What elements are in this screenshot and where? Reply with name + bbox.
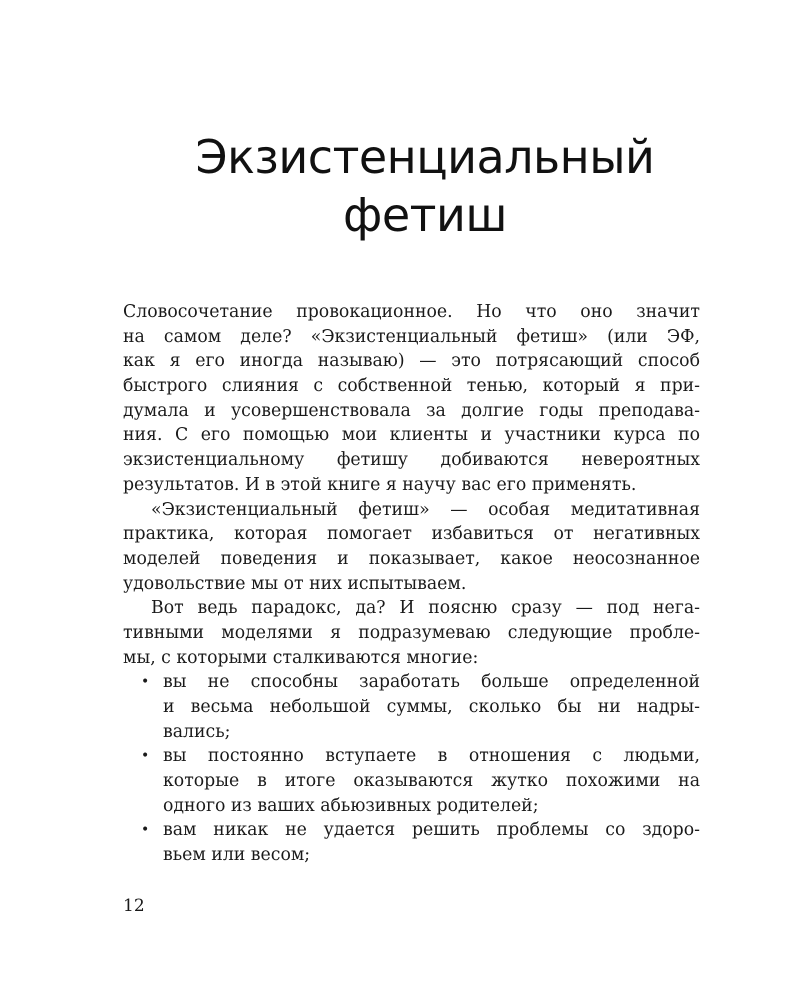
- text-line: Словосочетание провокационное. Но что оно значит: [123, 302, 700, 322]
- paragraph-2: [123, 498, 700, 597]
- text-line: на самом деле? «Экзистенциальный фетиш» (или ЭФ,: [123, 326, 700, 347]
- text-line: практика, которая помогает избавиться от негативных: [123, 524, 700, 545]
- text-line: вы не способны заработать больше определенной: [163, 672, 700, 693]
- text-line: ния. С его помощью мои клиенты и участники курса по: [123, 425, 700, 446]
- text-line: которые в итоге оказываются жутко похожими на: [163, 771, 700, 792]
- text-line: вы постоянно вступаете в отношения с людьми,: [163, 746, 700, 767]
- bullet-icon: •: [141, 748, 150, 765]
- text-line: одного из ваших абьюзивных родителей;: [163, 795, 539, 816]
- text-line: экзистенциальному фетишу добиваются невероятных: [123, 450, 700, 471]
- list-item: [123, 670, 700, 744]
- text-line: как я его иногда называю) — это потрясающий способ: [123, 351, 700, 372]
- paragraph-3: [123, 596, 700, 670]
- text-line: «Экзистенциальный фетиш» — особая медитативная: [151, 499, 700, 520]
- text-line: думала и усовершенствовала за долгие годы преподава-: [123, 400, 700, 421]
- chapter-title: [100, 128, 750, 244]
- text-line: Вот ведь парадокс, да? И поясню сразу — под нега-: [151, 598, 700, 619]
- bullet-icon: •: [141, 822, 150, 839]
- text-line: мы, с которыми сталкиваются многие:: [123, 647, 479, 668]
- list-item: [123, 744, 700, 818]
- text-line: вам никак не удается решить проблемы со здоро-: [163, 820, 700, 841]
- text-line: быстрого слияния с собственной тенью, который я при-: [123, 376, 700, 397]
- text-line: вьем или весом;: [163, 845, 311, 866]
- text-line: удовольствие мы от них испытываем.: [123, 573, 467, 594]
- chapter-title-line-1: Экзистенциальный: [195, 130, 655, 184]
- page-number: 12: [123, 896, 145, 916]
- bullet-list: [123, 670, 700, 868]
- body-text: [123, 300, 700, 868]
- text-line: результатов. И в этой книге я научу вас его применять.: [123, 474, 637, 495]
- text-line: вались;: [163, 721, 231, 742]
- chapter-title-line-2: фетиш: [343, 188, 507, 242]
- text-line: моделей поведения и показывает, какое неосознанное: [123, 548, 700, 569]
- list-item: [123, 818, 700, 867]
- text-line: тивными моделями я подразумеваю следующие пробле-: [123, 622, 700, 643]
- text-line: и весьма небольшой суммы, сколько бы ни надры-: [163, 697, 700, 717]
- paragraph-1: [123, 300, 700, 498]
- bullet-icon: •: [141, 674, 150, 691]
